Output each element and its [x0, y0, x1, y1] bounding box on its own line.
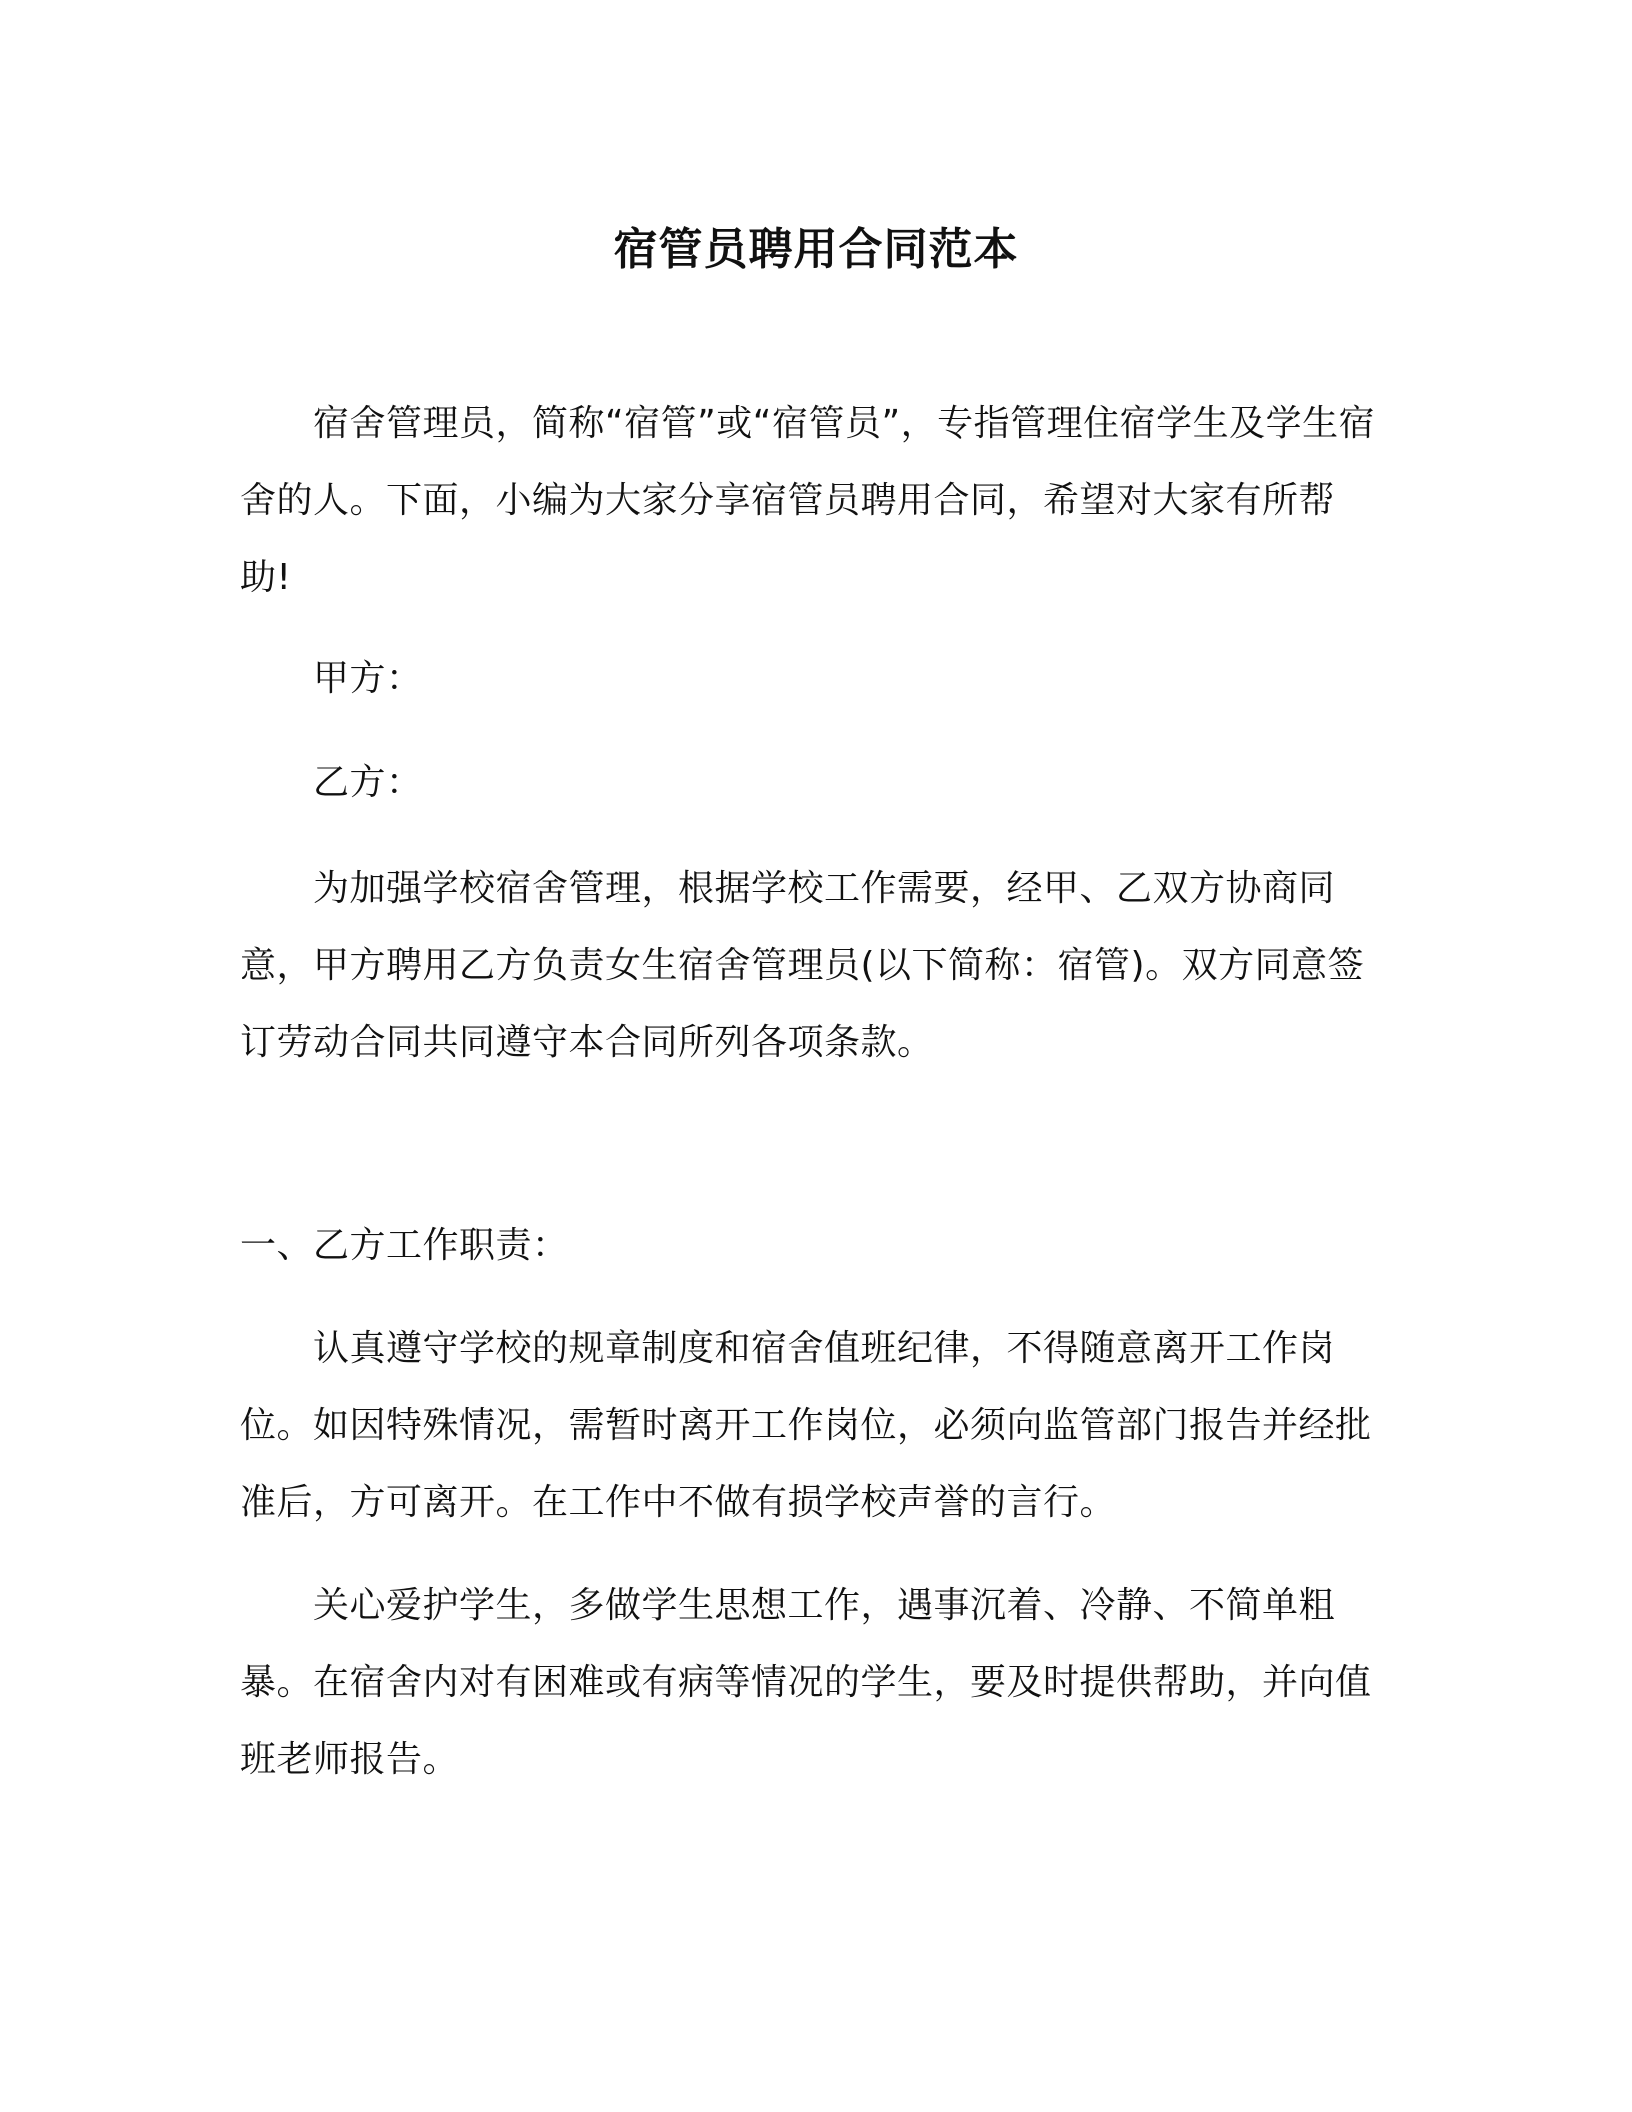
- document-title: 宿管员聘用合同范本: [613, 224, 1019, 275]
- section-heading-duties: 一、乙方工作职责：: [240, 1225, 569, 1266]
- party-b-line: 乙方：: [313, 762, 423, 803]
- duty-paragraph-2: 关心爱护学生，多做学生思想工作，遇事沉着、冷静、不简单粗暴。在宿舍内对有困难或有病等情况的学生，要及时提供帮助，并向值班老师报告。: [240, 1585, 1372, 1780]
- party-a-line: 甲方：: [313, 658, 423, 699]
- purpose-paragraph: 为加强学校宿舍管理，根据学校工作需要，经甲、乙双方协商同意，甲方聘用乙方负责女生宿舍管理员(以下简称：宿管)。双方同意签订劳动合同共同遵守本合同所列各项条款。: [240, 868, 1365, 1063]
- duty-paragraph-1: 认真遵守学校的规章制度和宿舍值班纪律，不得随意离开工作岗位。如因特殊情况，需暂时离开工作岗位，必须向监管部门报告并经批准后，方可离开。在工作中不做有损学校声誉的言行。: [240, 1328, 1372, 1523]
- intro-paragraph: 宿舍管理员，简称“宿管”或“宿管员”，专指管理住宿学生及学生宿舍的人。下面，小编为大家分享宿管员聘用合同，希望对大家有所帮助!: [240, 403, 1376, 598]
